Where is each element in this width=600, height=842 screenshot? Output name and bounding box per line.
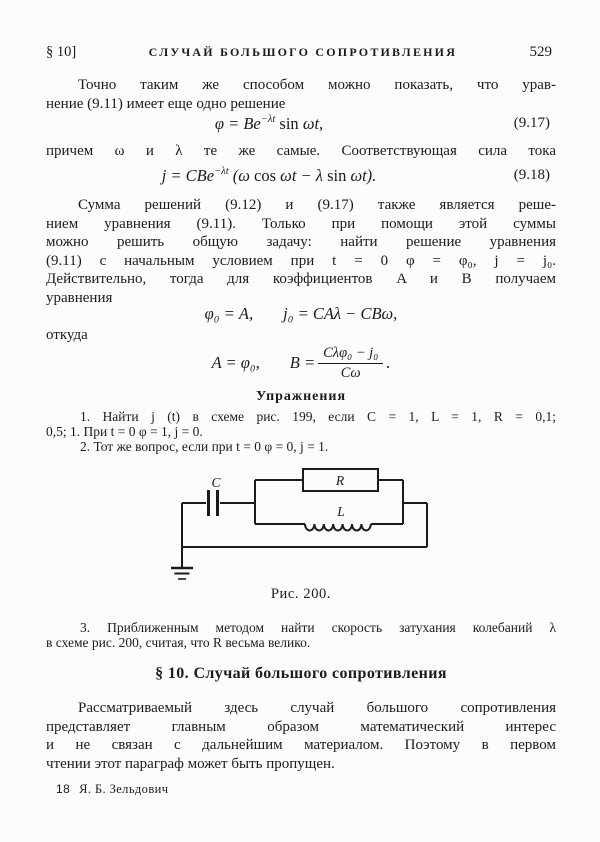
equation-exponent: −λt <box>214 165 229 177</box>
capacitor-label: C <box>211 475 221 490</box>
inductor-symbol <box>305 524 371 531</box>
equation-number: (9.18) <box>513 167 550 183</box>
text-line: уравнения <box>46 289 113 306</box>
equation-open: (ω <box>232 166 250 185</box>
equation-body <box>46 166 556 186</box>
author-name: Я. Б. Зельдович <box>79 782 169 796</box>
exercises-heading: Упражнения <box>255 389 347 404</box>
text-line: и не связан с дальнейшим материалом. Поэтому в первом <box>46 737 556 753</box>
exercises-list <box>46 409 556 455</box>
equation-body <box>46 114 556 134</box>
capacitor-symbol <box>209 490 218 516</box>
paragraph-otkuda <box>46 326 556 345</box>
equation-b-lhs: B = <box>289 353 316 373</box>
equation-left: A = φ₀, <box>211 353 260 373</box>
page-number: 529 <box>529 44 552 60</box>
fraction <box>318 345 383 381</box>
equation-number: (9.17) <box>513 115 550 131</box>
circuit-figure <box>150 458 450 586</box>
equation-solution <box>46 345 556 381</box>
function-name: cos <box>254 166 277 185</box>
section-heading: § 10. Случай большого сопротивления <box>155 665 447 682</box>
exercise-1-line-1: 1. Найти j (t) в схеме рис. 199, если C = 1, L = 1, R = 0,1; <box>80 409 556 424</box>
equation-left: φ₀ = A, <box>204 304 254 323</box>
equation-lhs: φ = Be <box>214 114 261 133</box>
function-name: sin <box>279 114 299 133</box>
text-line: Рассматриваемый здесь случай большого сопротивления <box>78 700 556 716</box>
figure-caption: Рис. 200. <box>270 586 332 602</box>
running-title: СЛУЧАЙ БОЛЬШОГО СОПРОТИВЛЕНИЯ <box>148 45 458 59</box>
equation-right: j₀ = CAλ − CBω, <box>283 304 398 323</box>
equation-rhs: ωt, <box>302 114 324 133</box>
section-marker: § 10] <box>46 44 77 60</box>
exercise-2: 2. Тот же вопрос, если при t = 0 φ = 0, j = 1. <box>80 439 329 455</box>
text-line: причем ω и λ те же самые. Соответствующая сила тока <box>46 143 556 159</box>
paragraph-sum <box>46 196 556 307</box>
equation-right <box>290 345 391 381</box>
exercise-3 <box>46 620 556 650</box>
equation-9-18 <box>46 166 556 186</box>
page-footer <box>46 782 566 797</box>
equation-period: . <box>386 353 391 373</box>
text-line: Сумма решений (9.12) и (9.17) также является реше- <box>78 197 556 213</box>
function-name: sin <box>327 166 347 185</box>
inductor-label: L <box>337 504 345 519</box>
equation-lhs: j = CBe <box>161 166 215 185</box>
text-line: Точно таким же способом можно показать, что урав- <box>78 77 556 93</box>
equation-exponent: −λt <box>260 113 276 125</box>
text-line: представляет главным образом математический интерес <box>46 718 556 735</box>
text-line: (9.11) с начальным условием при t = 0 φ = φ₀, j = j₀. <box>46 252 556 269</box>
text-line: откуда <box>46 327 88 343</box>
paragraph-intro <box>46 76 556 113</box>
equation-initial-conditions <box>46 304 556 324</box>
fraction-denominator: Cω <box>340 364 361 381</box>
equation-9-17 <box>46 114 556 134</box>
text-line: Действительно, тогда для коэффициентов A и B получаем <box>46 271 556 287</box>
ground-symbol <box>171 568 193 579</box>
exercise-3-line-2: в схеме рис. 200, считая, что R весьма велико. <box>46 635 311 651</box>
sheet-number: 18 <box>56 782 71 796</box>
text-line: нием уравнения (9.11). Только при помощи этой суммы <box>46 215 556 232</box>
resistor-label: R <box>335 473 345 488</box>
text-line: нение (9.11) имеет еще одно решение <box>46 95 286 112</box>
equation-close: ωt). <box>350 166 377 185</box>
paragraph-omega <box>46 142 556 161</box>
wire <box>255 480 403 524</box>
paragraph-section-intro <box>46 699 556 773</box>
exercise-1-line-2: 0,5; 1. При t = 0 φ = 1, j = 0. <box>46 424 203 440</box>
fraction-numerator: Cλφ₀ − j₀ <box>318 345 383 364</box>
text-line: можно решить общую задачу: найти решение уравнения <box>46 234 556 250</box>
equation-mid: ωt − λ <box>280 166 323 185</box>
exercise-3-line-1: 3. Приближенным методом найти скорость затухания колебаний λ <box>80 620 556 635</box>
running-head <box>46 44 556 61</box>
text-line: чтении этот параграф может быть пропущен. <box>46 755 335 772</box>
